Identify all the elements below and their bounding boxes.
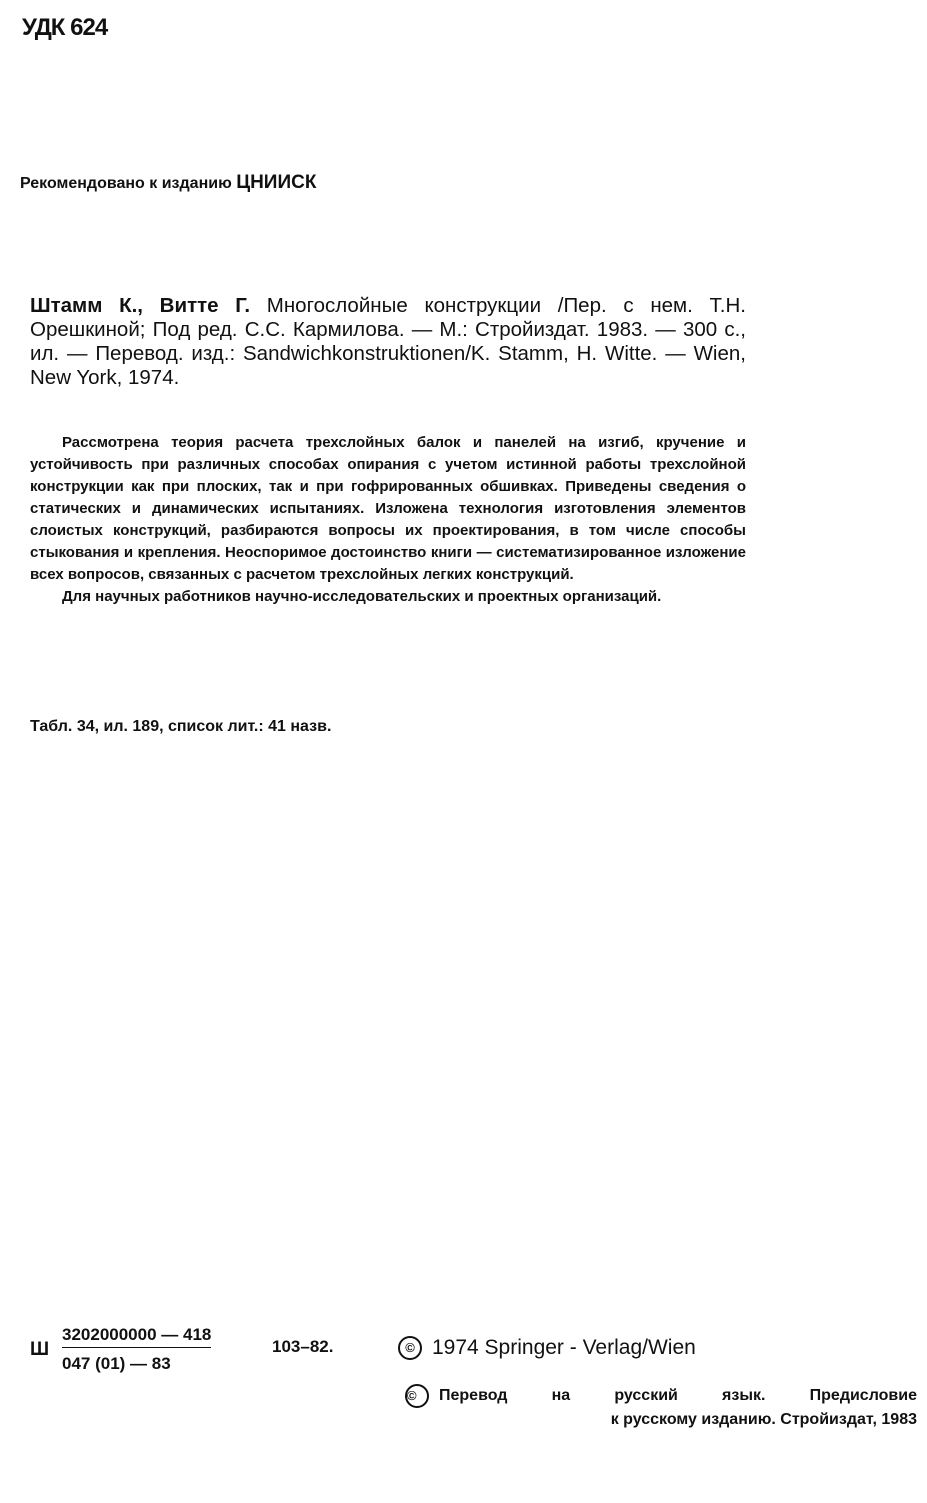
recommending-organization: ЦНИИСК (236, 172, 317, 193)
copyright-original (398, 1336, 696, 1360)
registration-number: 103–82. (272, 1337, 334, 1356)
copyright-icon: © (405, 1384, 429, 1408)
code-denominator: 047 (01) — 83 (62, 1354, 171, 1373)
code-numerator: 3202000000 — 418 (62, 1325, 211, 1348)
book-statistics: Табл. 34, ил. 189, список лит.: 41 назв. (30, 718, 332, 735)
copyright-translation-line1: Перевод на русский язык. Предисловие (439, 1387, 917, 1405)
code-symbol: Ш (30, 1339, 50, 1360)
recommendation-text: Рекомендовано к изданию (20, 175, 232, 192)
bibliographic-entry (30, 294, 746, 390)
audience-paragraph: Для научных работников научно-исследовательских и проектных организаций. (62, 588, 662, 605)
copyright-icon: © (398, 1336, 422, 1360)
abstract-paragraph: Рассмотрена теория расчета трехслойных балок и панелей на изгиб, кручение и устойчивость при различных способах опирания с учетом истинной работы трехслойной конструкции как при плоских, так и при гофрированных обшивках. Приведены сведения о статических и динамических испытаниях. Изложена технология изготовления элементов слоистых конструкций, разбираются вопросы их проектирования, в том числе способы стыкования и крепления. Неоспоримое достоинство книги — систематизированное изложение всех вопросов, связанных с расчетом трехслойных легких конструкций. (30, 434, 746, 583)
recommendation-line (20, 172, 316, 194)
copyright-original-text: 1974 Springer - Verlag/Wien (432, 1336, 696, 1359)
book-description: Многослойные конструкции /Пер. с нем. Т.Н. Орешкиной; Под ред. С.С. Кармилова. — М.: Стройиздат. 1983. — 300 с., ил. — Перевод. изд.: Sandwichkonstruktionen/K. Stamm, H. Witte. — Wien, New York, 1974. (30, 294, 747, 389)
book-abstract (30, 432, 746, 608)
book-authors: Штамм К., Витте Г. (30, 294, 251, 317)
copyright-translation-line2: к русскому изданию. Стройиздат, 1983 (610, 1411, 917, 1429)
code-fraction (62, 1325, 211, 1374)
udk-code: УДК 624 (22, 14, 108, 41)
copyright-translation (405, 1384, 917, 1432)
